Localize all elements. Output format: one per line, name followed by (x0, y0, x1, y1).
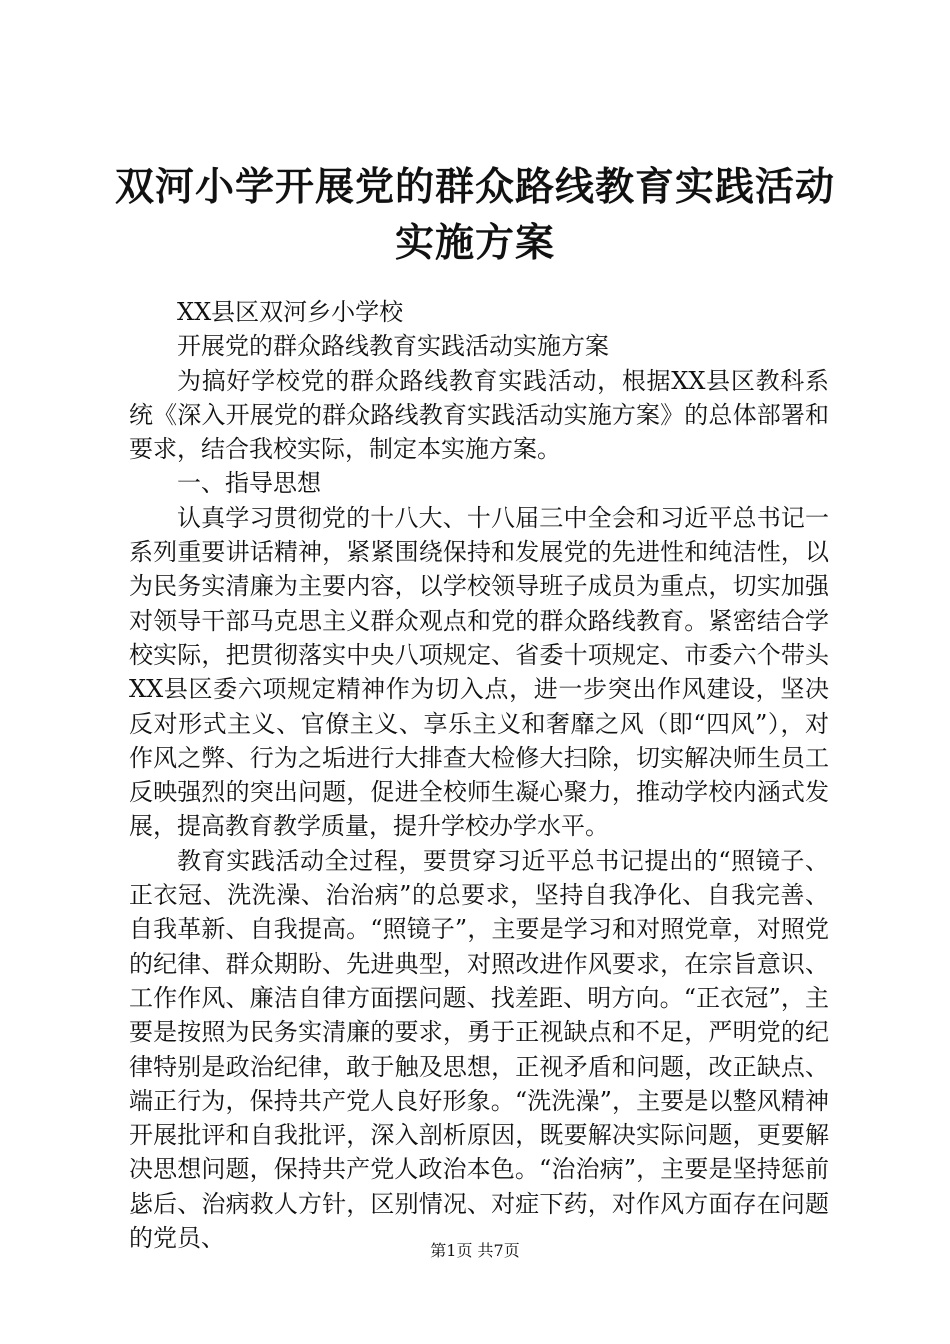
school-name-line: XX县区双河乡小学校 (177, 298, 404, 326)
page-footer: 第1页 共7页 (430, 1241, 520, 1260)
document-title: 双河小学开展党的群众路线教育实践活动实施方案 (114, 165, 835, 266)
requirements-paragraph: 教育实践活动全过程，要贯穿习近平总书记提出的“照镜子、正衣冠、洗洗澡、治治病”的总要求，坚持自我净化、自我完善、自我革新、自我提高。“照镜子”，主要是学习和对照党章，对照党的纪律、群众期盼、先进典型，对照改进作风要求，在宗旨意识、工作作风、廉洁自律方面摆问题、找差距、明方向。“正衣冠”，主要是按照为民务实清廉的要求，勇于正视缺点和不足，严明党的纪律特别是政治纪律，敢于触及思想，正视矛盾和问题，改正缺点、端正行为，保持共产党人良好形象。“洗洗澡”，主要是以整风精神开展批评和自我批评，深入剖析原因，既要解决实际问题，更要解决思想问题，保持共产党人政治本色。“治治病”，主要是坚持惩前毖后、治病救人方针，区别情况、对症下药，对作风方面存在问题的党员、 (129, 846, 829, 1253)
document-body (129, 295, 829, 1255)
guiding-thought-paragraph: 认真学习贯彻党的十八大、十八届三中全会和习近平总书记一系列重要讲话精神，紧紧围绕保持和发展党的先进性和纯洁性，以为民务实清廉为主要内容，以学校领导班子成员为重点，切实加强对领导干部马克思主义群众观点和党的群众路线教育。紧密结合学校实际，把贯彻落实中央八项规定、省委十项规定、市委六个带头XX县区委六项规定精神作为切入点，进一步突出作风建设，坚决反对形式主义、官僚主义、享乐主义和奢靡之风（即“四风”），对作风之弊、行为之垢进行大排查大检修大扫除，切实解决师生员工反映强烈的突出问题，促进全校师生凝心聚力，推动学校内涵式发展，提高教育教学质量，提升学校办学水平。 (129, 503, 829, 841)
section-heading: 一、指导思想 (177, 469, 321, 498)
intro-paragraph: 为搞好学校党的群众路线教育实践活动，根据XX县区教科系统《深入开展党的群众路线教育实践活动实施方案》的总体部署和要求，结合我校实际，制定本实施方案。 (129, 366, 829, 464)
plan-subtitle-line: 开展党的群众路线教育实践活动实施方案 (177, 332, 609, 361)
